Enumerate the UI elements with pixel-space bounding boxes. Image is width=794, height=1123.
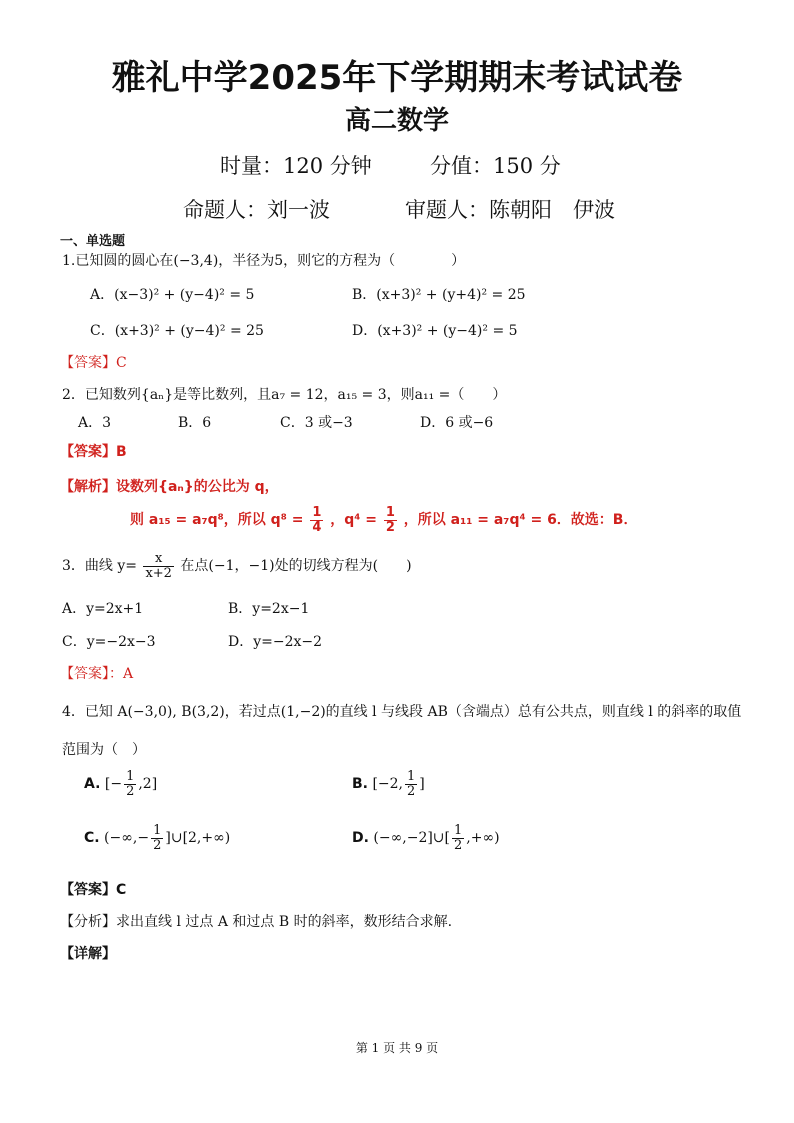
interval-fraction [151,824,163,852]
fraction-numerator: 1 [153,823,162,838]
q3-option-b: B．y=2x−1 [228,601,310,617]
q2-analysis-tag: 【解析】 [60,479,116,495]
fraction-denominator: x+2 [145,565,172,581]
q2-option-d: D．6 或−6 [420,415,494,431]
q4-detail-heading: 【详解】 [60,946,116,962]
q3-stem [62,552,412,580]
q3-answer: 【答案】：A [60,666,134,682]
q1-stem: 1.已知圆的圆心在(−3,4)，半径为5，则它的方程为（ ） [62,253,466,269]
q4-option-a [84,770,157,798]
q3-stem-post: 在点(−1，−1)处的切线方程为( ) [180,558,412,575]
q3-option-c: C．y=−2x−3 [62,634,156,650]
page-number: 第 1 页 共 9 页 [355,1041,439,1055]
interval-close: ]∪[2,+∞) [165,830,231,847]
q2-fraction-one-quarter [310,506,323,534]
q2-fraction-one-half [384,506,397,534]
q1-option-c: C．(x+3)² + (y−4)² = 25 [90,323,264,339]
exam-title: 雅礼中学2025年下学期期末考试试卷 [111,58,683,98]
interval-close: ] [419,776,425,793]
option-letter: D. [352,830,369,847]
q1-option-a: A．(x−3)² + (y−4)² = 5 [90,287,255,303]
fraction-denominator: 2 [407,783,416,799]
q4-option-d [352,824,500,852]
interval-close: ,2] [138,776,158,793]
q2-option-a: A．3 [78,415,112,431]
time-limit: 时量：120 分钟 [220,154,372,178]
q2-solution [130,506,637,534]
q1-option-b: B．(x+3)² + (y+4)² = 25 [352,287,526,303]
q4-analysis: 【分析】求出直线 l 过点 A 和过点 B 时的斜率，数形结合求解. [60,914,453,930]
q2-analysis [60,476,279,496]
q4-stem-line1: 4．已知 A(−3,0), B(3,2)，若过点(1,−2)的直线 l 与线段 AB（含端点）总有公共点，则直线 l 的斜率的取值 [62,704,742,720]
fraction-denominator: 2 [385,519,395,535]
q2-stem: 2．已知数列{aₙ}是等比数列，且a₇ = 12，a₁₅ = 3，则a₁₁ =（ ） [62,387,507,403]
interval-fraction [452,824,464,852]
fraction-numerator: 1 [407,769,416,784]
q1-option-d: D．(x+3)² + (y−4)² = 5 [352,323,518,339]
q4-option-b [352,770,425,798]
interval-open: [−2, [372,776,404,793]
fraction-denominator: 2 [126,783,135,799]
exam-reviewer: 审题人：陈朝阳 伊波 [405,198,615,222]
fraction-numerator: 1 [385,505,395,520]
fraction-denominator: 2 [454,837,463,853]
q3-option-a: A．y=2x+1 [62,601,144,617]
q2-option-c: C．3 或−3 [280,415,353,431]
q2-solution-part-a: 则 a₁₅ = a₇q⁸，所以 q⁸ = [130,512,304,529]
fraction-denominator: 4 [312,519,322,535]
q4-option-c [84,824,230,852]
q2-answer: 【答案】B [60,444,127,460]
total-score: 分值：150 分 [430,154,561,178]
exam-author: 命题人：刘一波 [183,198,330,222]
interval-open: [− [104,776,123,793]
interval-fraction [124,770,136,798]
fraction-denominator: 2 [153,837,162,853]
fraction-numerator: 1 [454,823,463,838]
q1-answer: 【答案】C [60,355,127,371]
q2-analysis-text: 设数列{aₙ}的公比为 q， [116,479,279,495]
q2-option-b: B．6 [178,415,212,431]
fraction-numerator: 1 [312,505,322,520]
interval-open: (−∞,− [104,830,150,847]
interval-open: (−∞,−2]∪[ [373,830,451,847]
option-letter: A. [84,776,101,793]
q3-stem-pre: 3．曲线 y= [62,558,137,575]
q2-solution-part-c: ，所以 a₁₁ = a₇q⁴ = 6．故选：B． [403,512,638,529]
option-letter: B. [352,776,368,793]
q3-option-d: D．y=−2x−2 [228,634,323,650]
fraction-numerator: 1 [126,769,135,784]
option-letter: C. [84,830,100,847]
interval-fraction [405,770,417,798]
interval-close: ,+∞) [466,830,500,847]
q2-solution-part-b: ，q⁴ = [330,512,377,529]
q4-stem-line2: 范围为（ ） [62,742,146,758]
exam-subject: 高二数学 [344,106,449,136]
fraction-numerator: x [143,552,174,567]
q3-function-fraction [143,552,174,580]
q4-answer: 【答案】C [60,882,127,898]
section-heading: 一、单选题 [60,234,126,249]
